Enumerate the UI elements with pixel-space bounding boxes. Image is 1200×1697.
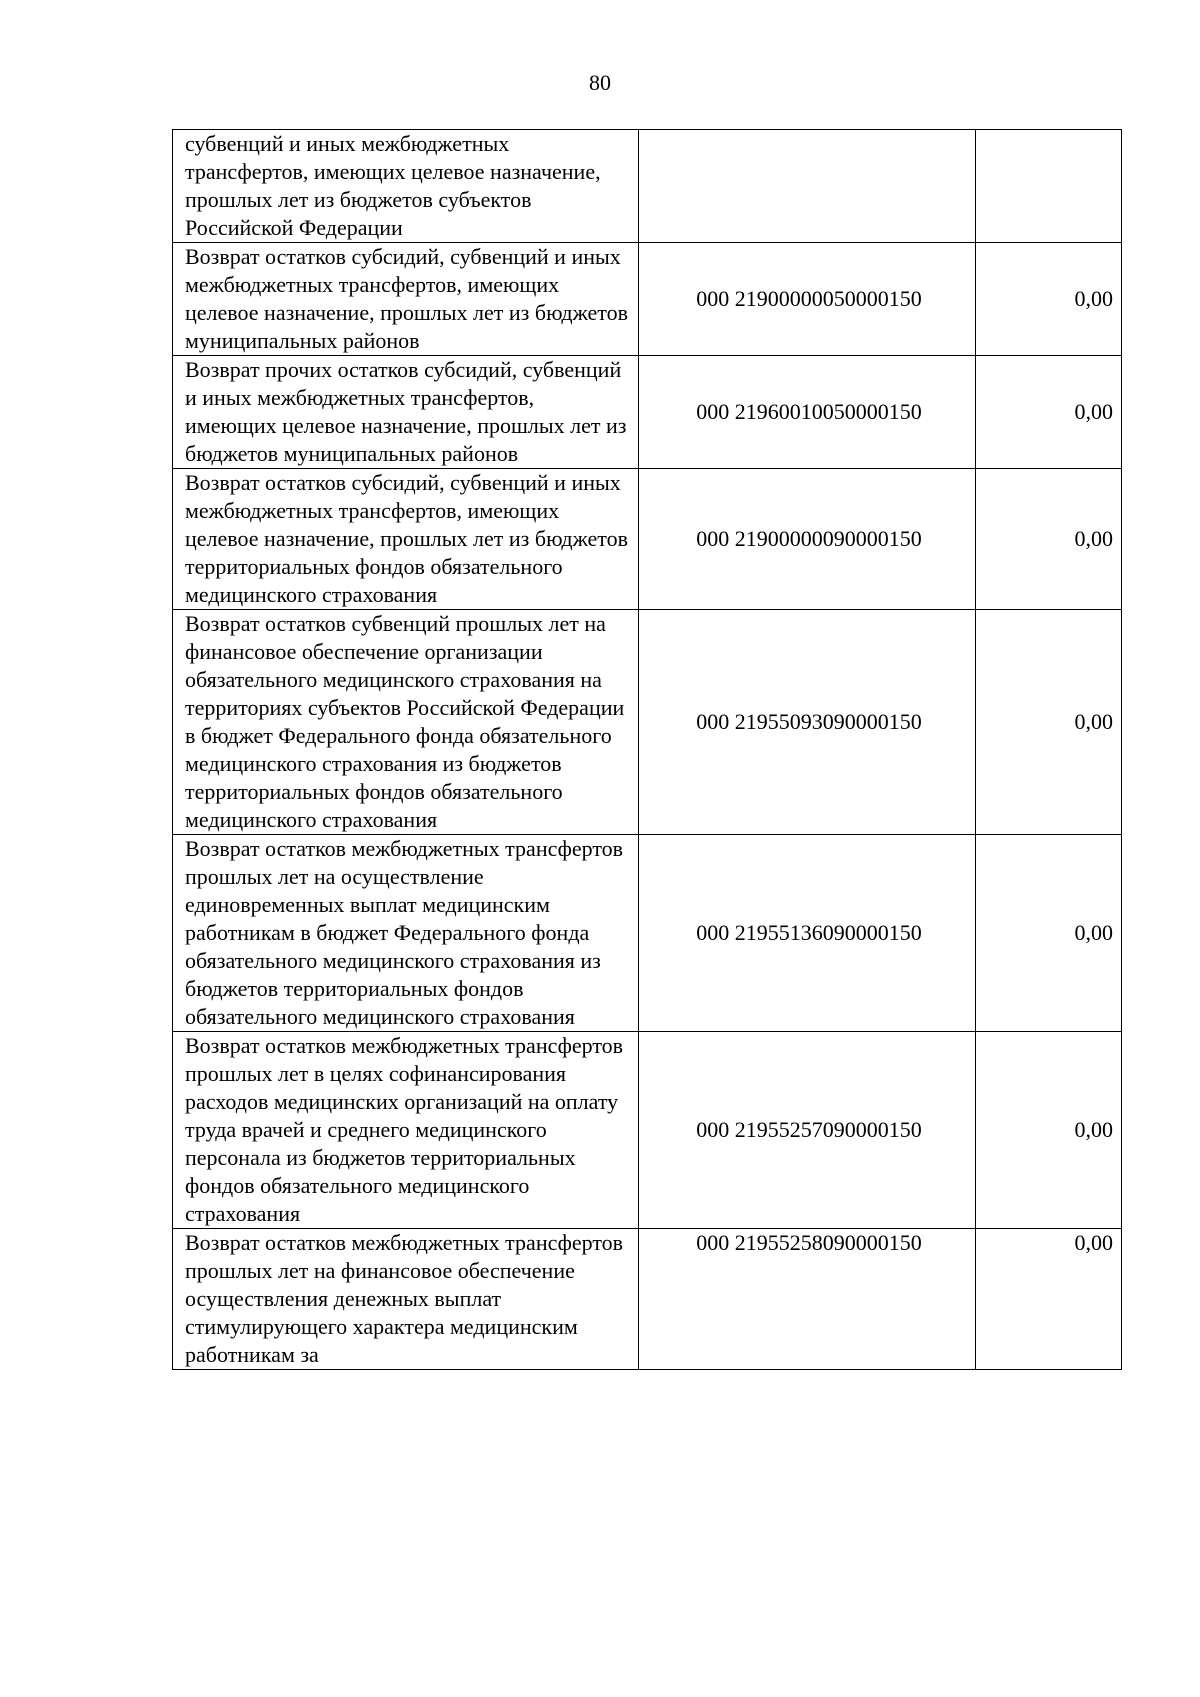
row-amount: 0,00 (976, 1032, 1122, 1229)
row-code: 000 21960010050000150 (639, 356, 976, 469)
row-code: 000 21955258090000150 (639, 1229, 976, 1370)
row-code: 000 21900000090000150 (639, 469, 976, 610)
row-amount: 0,00 (976, 835, 1122, 1032)
row-amount: 0,00 (976, 469, 1122, 610)
table-row (173, 1032, 1122, 1229)
row-amount: 0,00 (976, 1229, 1122, 1370)
row-code: 000 21955093090000150 (639, 610, 976, 835)
row-code: 000 21955136090000150 (639, 835, 976, 1032)
page-number: 80 (589, 70, 611, 95)
budget-table (172, 129, 1122, 1370)
row-description: Возврат остатков субсидий, субвенций и иных межбюджетных трансфертов, имеющих целевое назначение, прошлых лет из бюджетов территориальных фондов обязательного медицинского страхования (173, 469, 639, 610)
row-description: Возврат прочих остатков субсидий, субвенций и иных межбюджетных трансфертов, имеющих целевое назначение, прошлых лет из бюджетов муниципальных районов (173, 356, 639, 469)
table-row (173, 469, 1122, 610)
row-amount: 0,00 (976, 356, 1122, 469)
row-description: субвенций и иных межбюджетных трансфертов, имеющих целевое назначение, прошлых лет из бюджетов субъектов Российской Федерации (173, 130, 639, 243)
table-row (173, 130, 1122, 243)
table-row (173, 1229, 1122, 1370)
row-description: Возврат остатков субвенций прошлых лет на финансовое обеспечение организации обязательного медицинского страхования на территориях субъектов Российской Федерации в бюджет Федерального фонда обязательного медицинского страхования из бюджетов территориальных фондов обязательного медицинского страхования (173, 610, 639, 835)
table-row (173, 610, 1122, 835)
row-description: Возврат остатков межбюджетных трансфертов прошлых лет на финансовое обеспечение осуществления денежных выплат стимулирующего характера медицинским работникам за (173, 1229, 639, 1370)
row-code: 000 21955257090000150 (639, 1032, 976, 1229)
row-amount (976, 130, 1122, 243)
row-amount: 0,00 (976, 243, 1122, 356)
table-row (173, 356, 1122, 469)
table-row (173, 835, 1122, 1032)
row-code: 000 21900000050000150 (639, 243, 976, 356)
row-description: Возврат остатков межбюджетных трансфертов прошлых лет на осуществление единовременных выплат медицинским работникам в бюджет Федерального фонда обязательного медицинского страхования из бюджетов территориальных фондов обязательного медицинского страхования (173, 835, 639, 1032)
row-description: Возврат остатков субсидий, субвенций и иных межбюджетных трансфертов, имеющих целевое назначение, прошлых лет из бюджетов муниципальных районов (173, 243, 639, 356)
row-code (639, 130, 976, 243)
row-description: Возврат остатков межбюджетных трансфертов прошлых лет в целях софинансирования расходов медицинских организаций на оплату труда врачей и среднего медицинского персонала из бюджетов территориальных фондов обязательного медицинского страхования (173, 1032, 639, 1229)
table-row (173, 243, 1122, 356)
row-amount: 0,00 (976, 610, 1122, 835)
